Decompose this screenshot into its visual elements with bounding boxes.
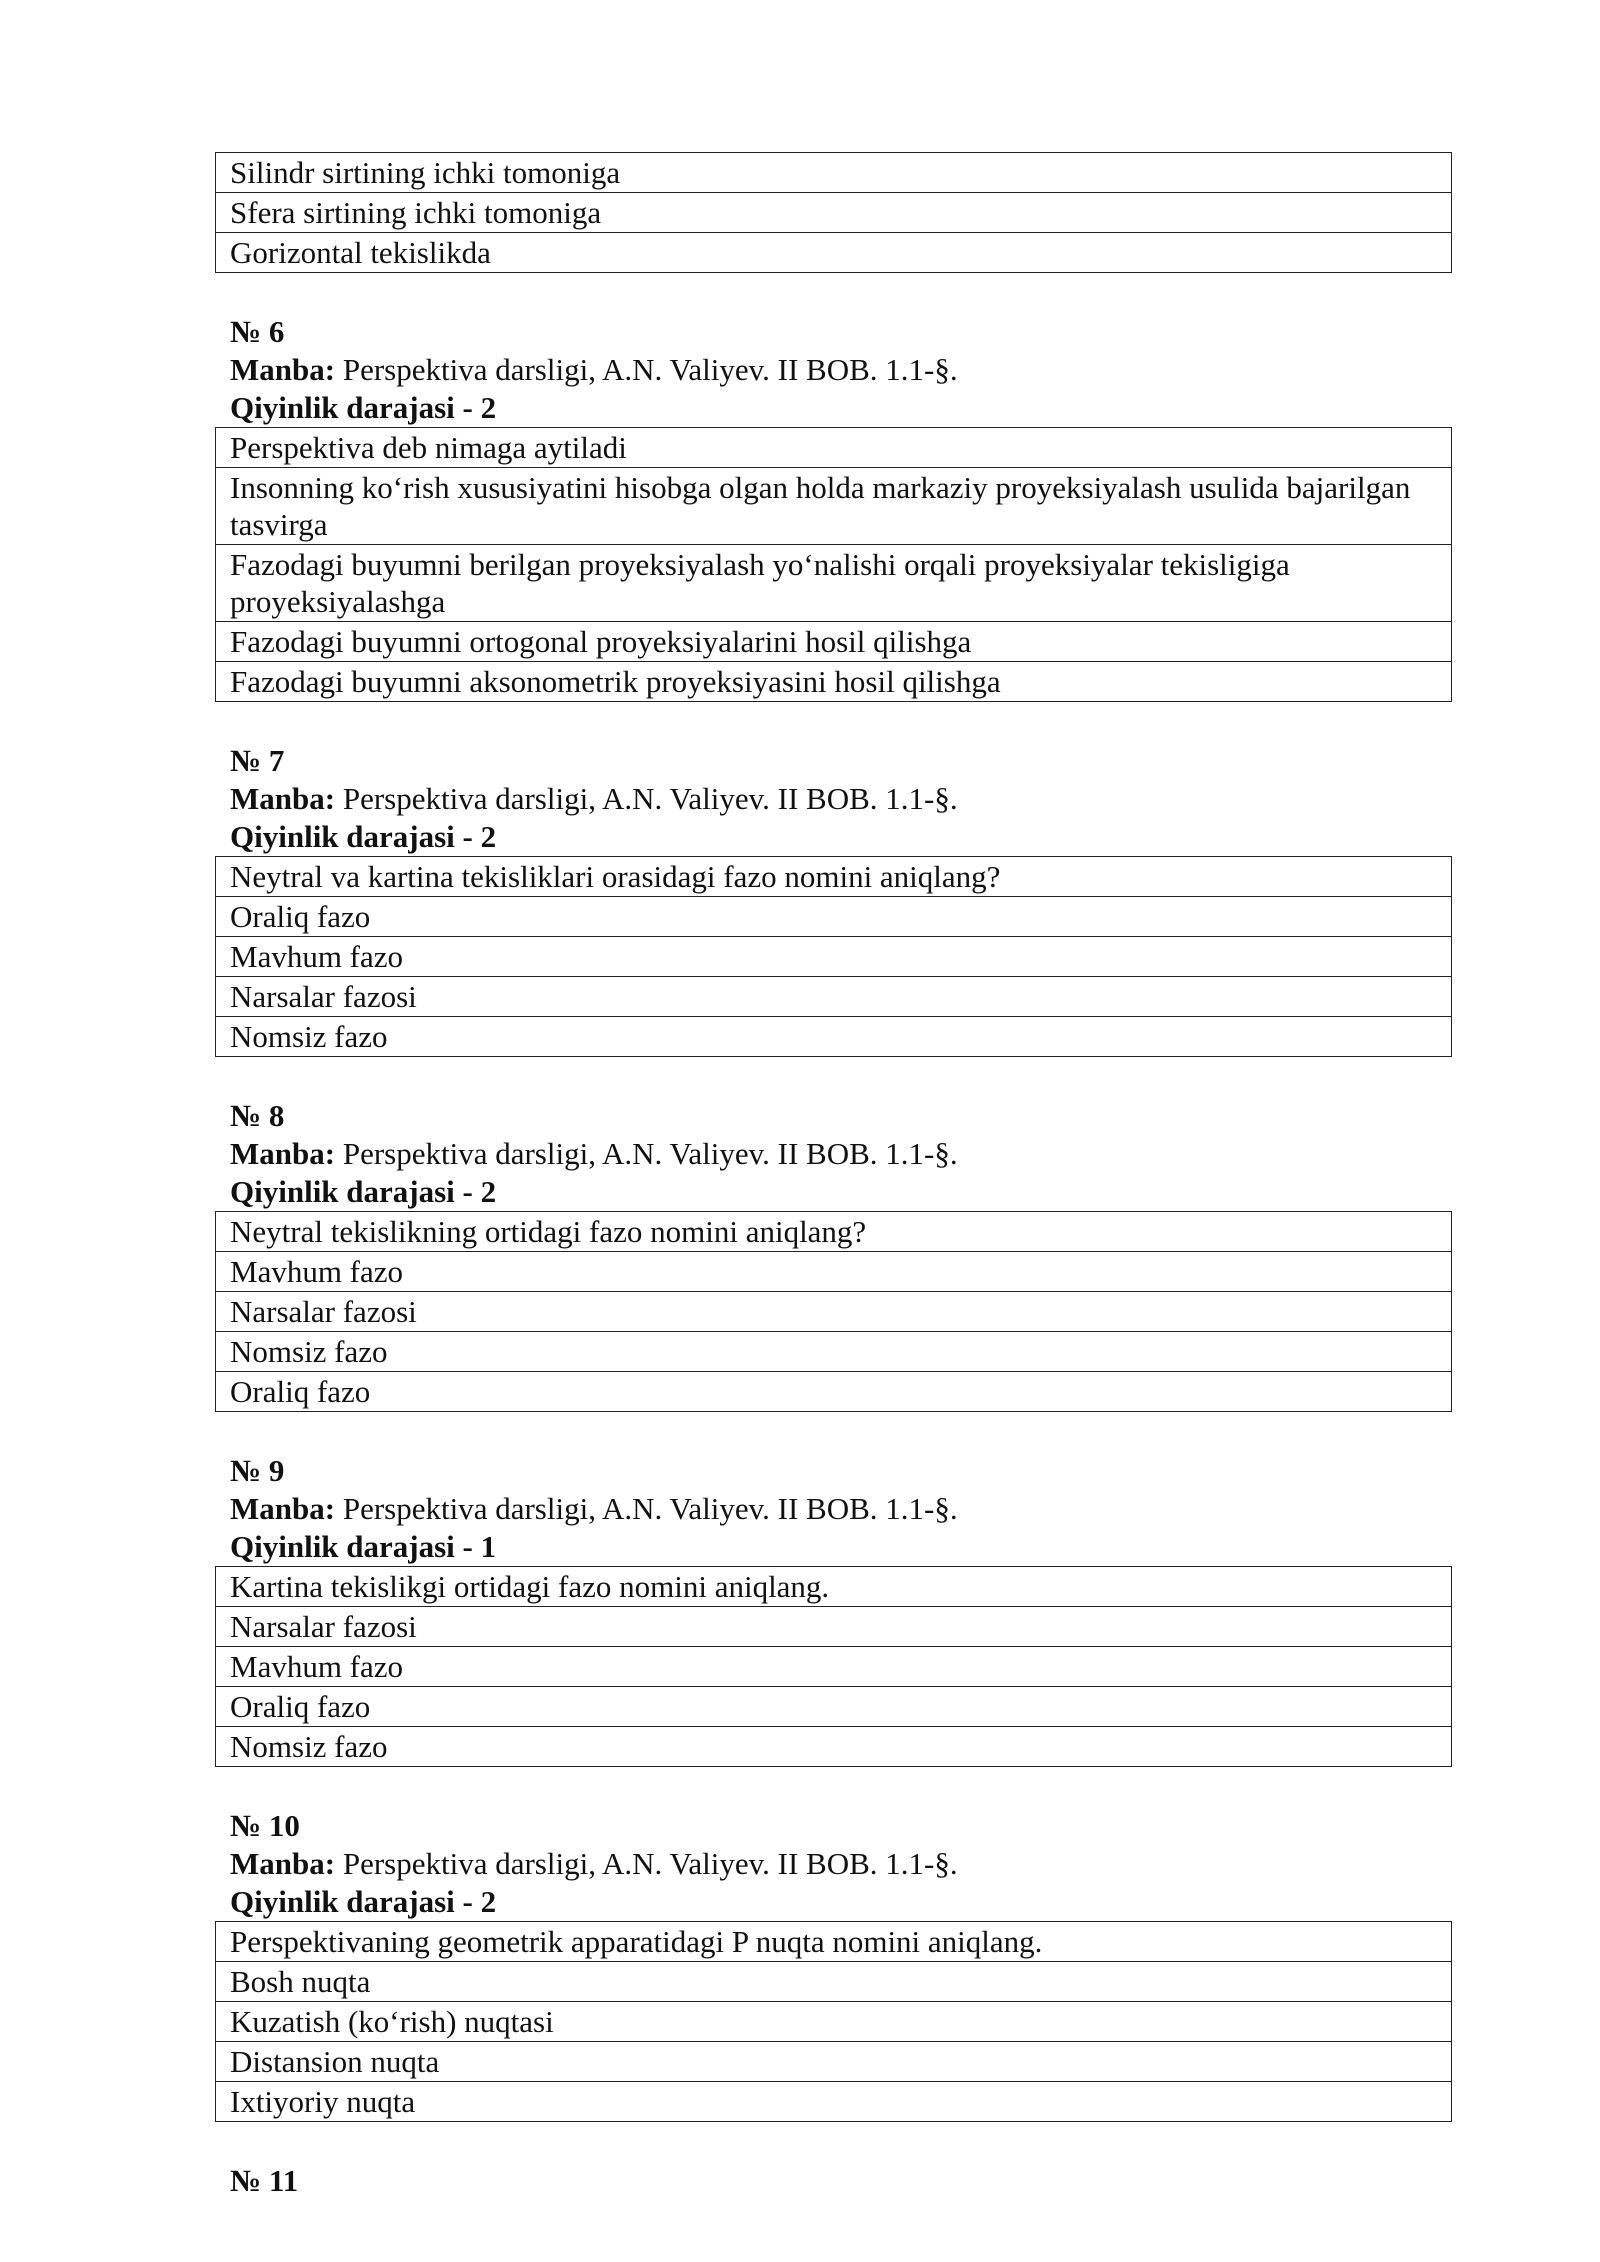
table-row xyxy=(216,1292,1452,1332)
table-row xyxy=(216,1647,1452,1687)
table-row xyxy=(216,2082,1452,2122)
table-row xyxy=(216,1607,1452,1647)
option-cell: Mavhum fazo xyxy=(216,937,1452,977)
options-table xyxy=(215,856,1452,1057)
question-source xyxy=(215,351,1452,389)
question-text-cell: Perspektivaning geometrik apparatidagi P nuqta nomini aniqlang. xyxy=(216,1922,1452,1962)
option-cell: Narsalar fazosi xyxy=(216,1607,1452,1647)
question-source xyxy=(215,1845,1452,1883)
option-cell: Sfera sirtining ichki tomoniga xyxy=(216,193,1452,233)
table-row xyxy=(216,1687,1452,1727)
question-block-10 xyxy=(215,1807,1452,2122)
document-page xyxy=(215,152,1452,2200)
table-row xyxy=(216,1332,1452,1372)
option-cell: Oraliq fazo xyxy=(216,1372,1452,1412)
table-row xyxy=(216,1922,1452,1962)
question-difficulty xyxy=(215,1883,1452,1921)
difficulty-text: Qiyinlik darajasi - 1 xyxy=(230,1529,497,1564)
table-row xyxy=(216,897,1452,937)
table-row xyxy=(216,937,1452,977)
question-difficulty xyxy=(215,818,1452,856)
table-row xyxy=(216,662,1452,702)
option-cell: Nomsiz fazo xyxy=(216,1727,1452,1767)
source-label: Manba: xyxy=(230,1136,336,1171)
option-cell: Fazodagi buyumni berilgan proyeksiyalash yo‘nalishi orqali proyeksiyalar tekisligiga proyeksiyalashga xyxy=(216,545,1452,622)
table-row xyxy=(216,193,1452,233)
option-cell: Narsalar fazosi xyxy=(216,1292,1452,1332)
question-number: № 10 xyxy=(230,1808,300,1843)
option-cell: Gorizontal tekislikda xyxy=(216,233,1452,273)
source-text: Perspektiva darsligi, A.N. Valiyev. II BOB. 1.1-§. xyxy=(342,1136,958,1171)
question-text-cell: Neytral tekislikning ortidagi fazo nomini aniqlang? xyxy=(216,1212,1452,1252)
question-block-11 xyxy=(215,2162,1452,2200)
source-text: Perspektiva darsligi, A.N. Valiyev. II BOB. 1.1-§. xyxy=(342,352,958,387)
question-block-9 xyxy=(215,1452,1452,1767)
table-row xyxy=(216,233,1452,273)
question-text-cell: Neytral va kartina tekisliklari orasidagi fazo nomini aniqlang? xyxy=(216,857,1452,897)
question-number: № 9 xyxy=(230,1453,285,1488)
source-text: Perspektiva darsligi, A.N. Valiyev. II BOB. 1.1-§. xyxy=(342,781,958,816)
difficulty-text: Qiyinlik darajasi - 2 xyxy=(230,819,497,854)
table-row xyxy=(216,468,1452,545)
question-block-6 xyxy=(215,313,1452,702)
option-cell: Mavhum fazo xyxy=(216,1252,1452,1292)
option-cell: Fazodagi buyumni ortogonal proyeksiyalarini hosil qilishga xyxy=(216,622,1452,662)
question-text-cell: Perspektiva deb nimaga aytiladi xyxy=(216,428,1452,468)
table-row xyxy=(216,1727,1452,1767)
source-label: Manba: xyxy=(230,352,336,387)
table-row xyxy=(216,622,1452,662)
question-source xyxy=(215,1135,1452,1173)
question-difficulty xyxy=(215,1173,1452,1211)
table-row xyxy=(216,857,1452,897)
table-row xyxy=(216,1212,1452,1252)
table-row xyxy=(216,2042,1452,2082)
option-cell: Silindr sirtining ichki tomoniga xyxy=(216,153,1452,193)
option-cell: Nomsiz fazo xyxy=(216,1017,1452,1057)
question-number: № 11 xyxy=(230,2163,299,2198)
table-row xyxy=(216,2002,1452,2042)
option-cell: Kuzatish (ko‘rish) nuqtasi xyxy=(216,2002,1452,2042)
table-row xyxy=(216,1567,1452,1607)
option-cell: Fazodagi buyumni aksonometrik proyeksiyasini hosil qilishga xyxy=(216,662,1452,702)
question-number: № 8 xyxy=(230,1098,285,1133)
table-row xyxy=(216,977,1452,1017)
options-table xyxy=(215,427,1452,702)
difficulty-text: Qiyinlik darajasi - 2 xyxy=(230,1884,497,1919)
options-table xyxy=(215,1921,1452,2122)
source-label: Manba: xyxy=(230,781,336,816)
question-difficulty xyxy=(215,389,1452,427)
question-source xyxy=(215,780,1452,818)
options-table xyxy=(215,1211,1452,1412)
source-label: Manba: xyxy=(230,1491,336,1526)
question-source xyxy=(215,1490,1452,1528)
question-text-cell: Kartina tekislikgi ortidagi fazo nomini aniqlang. xyxy=(216,1567,1452,1607)
table-row xyxy=(216,1962,1452,2002)
difficulty-text: Qiyinlik darajasi - 2 xyxy=(230,1174,497,1209)
option-cell: Narsalar fazosi xyxy=(216,977,1452,1017)
question-number: № 6 xyxy=(230,314,285,349)
table-row xyxy=(216,1252,1452,1292)
options-table-top xyxy=(215,152,1452,273)
source-label: Manba: xyxy=(230,1846,336,1881)
option-cell: Mavhum fazo xyxy=(216,1647,1452,1687)
table-row xyxy=(216,545,1452,622)
table-row xyxy=(216,1372,1452,1412)
option-cell: Oraliq fazo xyxy=(216,1687,1452,1727)
option-cell: Ixtiyoriy nuqta xyxy=(216,2082,1452,2122)
option-cell: Bosh nuqta xyxy=(216,1962,1452,2002)
source-text: Perspektiva darsligi, A.N. Valiyev. II BOB. 1.1-§. xyxy=(342,1846,958,1881)
question-number: № 7 xyxy=(230,743,285,778)
question-block-7 xyxy=(215,742,1452,1057)
option-cell: Distansion nuqta xyxy=(216,2042,1452,2082)
question-block-8 xyxy=(215,1097,1452,1412)
options-table xyxy=(215,1566,1452,1767)
source-text: Perspektiva darsligi, A.N. Valiyev. II BOB. 1.1-§. xyxy=(342,1491,958,1526)
option-cell: Nomsiz fazo xyxy=(216,1332,1452,1372)
option-cell: Insonning ko‘rish xususiyatini hisobga olgan holda markaziy proyeksiyalash usulida bajarilgan tasvirga xyxy=(216,468,1452,545)
table-row xyxy=(216,1017,1452,1057)
option-cell: Oraliq fazo xyxy=(216,897,1452,937)
question-difficulty xyxy=(215,1528,1452,1566)
difficulty-text: Qiyinlik darajasi - 2 xyxy=(230,390,497,425)
table-row xyxy=(216,428,1452,468)
table-row xyxy=(216,153,1452,193)
